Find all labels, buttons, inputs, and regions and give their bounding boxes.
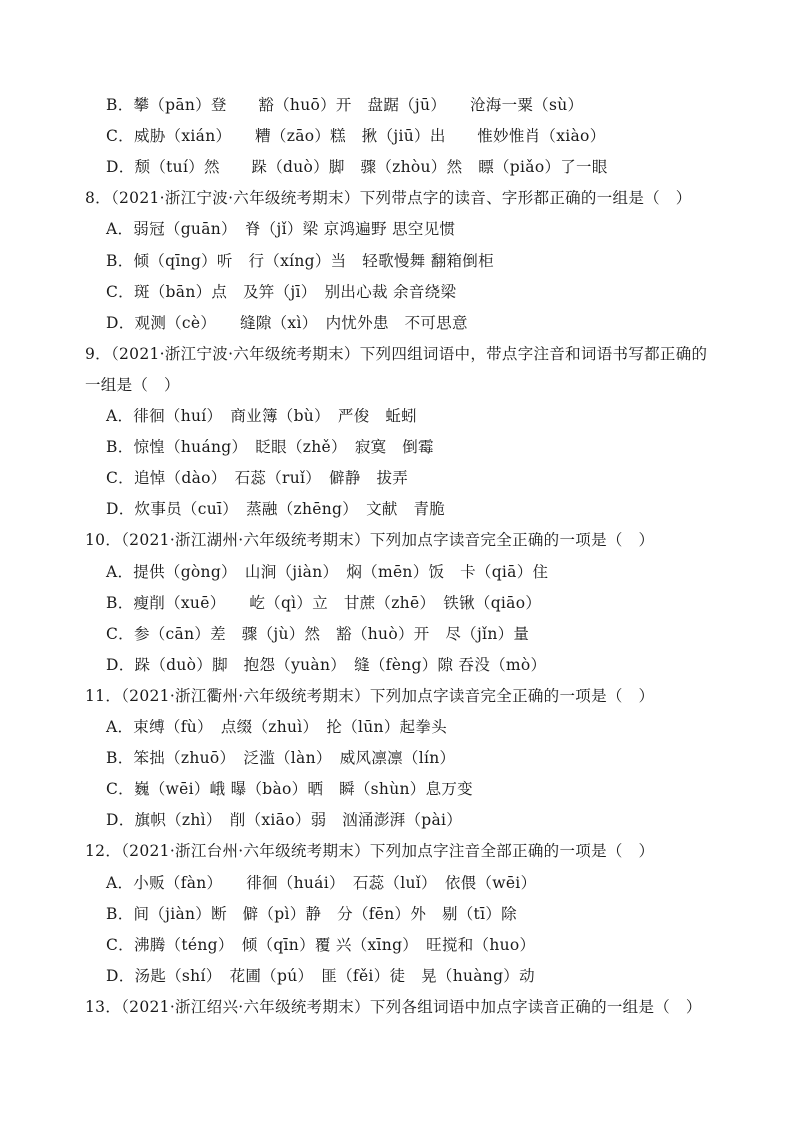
answer-option: D．旗帜（zhì） 削（xiāo）弱 汹涌澎湃（pài） [106,811,463,830]
answer-option: D．颓（tuí）然 跺（duò）脚 骤（zhòu）然 瞟（piǎo）了一眼 [106,158,608,177]
question-stem: 13．（2021·浙江绍兴·六年级统考期末）下列各组词语中加点字读音正确的一组是（ ） [85,997,702,1016]
answer-option: C．威胁（xián） 糟（zāo）糕 揪（jiū）出 惟妙惟肖（xiào） [106,127,606,146]
answer-option: C．参（cān）差 骤（jù）然 豁（huò）开 尽（jǐn）量 [106,624,530,643]
answer-option: C．斑（bān）点 及笄（jī） 别出心裁 余音绕梁 [106,282,457,301]
question-stem: 9．（2021·浙江宁波·六年级统考期末）下列四组词语中，带点字注音和词语书写都正确的 [85,344,708,363]
answer-option: C．巍（wēi）峨 曝（bào）晒 瞬（shùn）息万变 [106,780,473,799]
answer-option: D．炊事员（cuī） 蒸融（zhēng） 文献 青脆 [106,500,446,519]
answer-option: B．攀（pān）登 豁（huō）开 盘踞（jū） 沧海一粟（sù） [106,96,584,114]
answer-option: B．瘦削（xuē） 屹（qì）立 甘蔗（zhē） 铁锹（qiāo） [106,593,542,612]
answer-option: B．惊惶（huáng） 眨眼（zhě） 寂寞 倒霉 [106,438,434,457]
answer-option: D．汤匙（shí） 花圃（pú） 匪（fěi）徒 晃（huàng）动 [106,966,535,985]
answer-option: C．沸腾（téng） 倾（qīn）覆 兴（xīng） 旺搅和（huo） [106,935,536,954]
answer-option: D．跺（duò）脚 抱怨（yuàn） 缝（fèng）隙 吞没（mò） [106,655,547,674]
answer-option: D．观测（cè） 缝隙（xì） 内忧外患 不可思意 [106,313,468,332]
question-stem: 11．（2021·浙江衢州·六年级统考期末）下列加点字读音完全正确的一项是（ ） [85,686,655,705]
question-stem: 10．（2021·浙江湖州·六年级统考期末）下列加点字读音完全正确的一项是（ ） [85,531,655,550]
answer-option: A．弱冠（guān） 脊（jǐ）梁 京鸿遍野 思空见惯 [106,220,456,239]
answer-option: A．束缚（fù） 点缀（zhuì） 抡（lūn）起拳头 [106,718,448,736]
answer-option: B．笨拙（zhuō） 泛滥（làn） 威风凛凛（lín） [106,749,456,768]
answer-option: B．倾（qīng）听 行（xíng）当 轻歌慢舞 翻箱倒柜 [106,251,494,270]
answer-option: A．提供（gòng） 山涧（jiàn） 焖（mēn）饭 卡（qiā）住 [106,562,549,581]
question-stem-continued: 一组是（ ） [85,375,180,394]
question-stem: 12．（2021·浙江台州·六年级统考期末）下列加点字注音全部正确的一项是（ ） [85,842,655,861]
question-stem: 8．（2021·浙江宁波·六年级统考期末）下列带点字的读音、字形都正确的一组是（ ） [85,189,692,208]
answer-option: A．徘徊（huí） 商业簿（bù） 严俊 蚯蚓 [106,407,417,425]
answer-option: A．小贩（fàn） 徘徊（huái） 石蕊（luǐ） 依偎（wēi） [106,873,537,892]
answer-option: C．追悼（dào） 石蕊（ruǐ） 僻静 拔弄 [106,469,409,488]
answer-option: B．间（jiàn）断 僻（pì）静 分（fēn）外 剔（tī）除 [106,904,517,923]
